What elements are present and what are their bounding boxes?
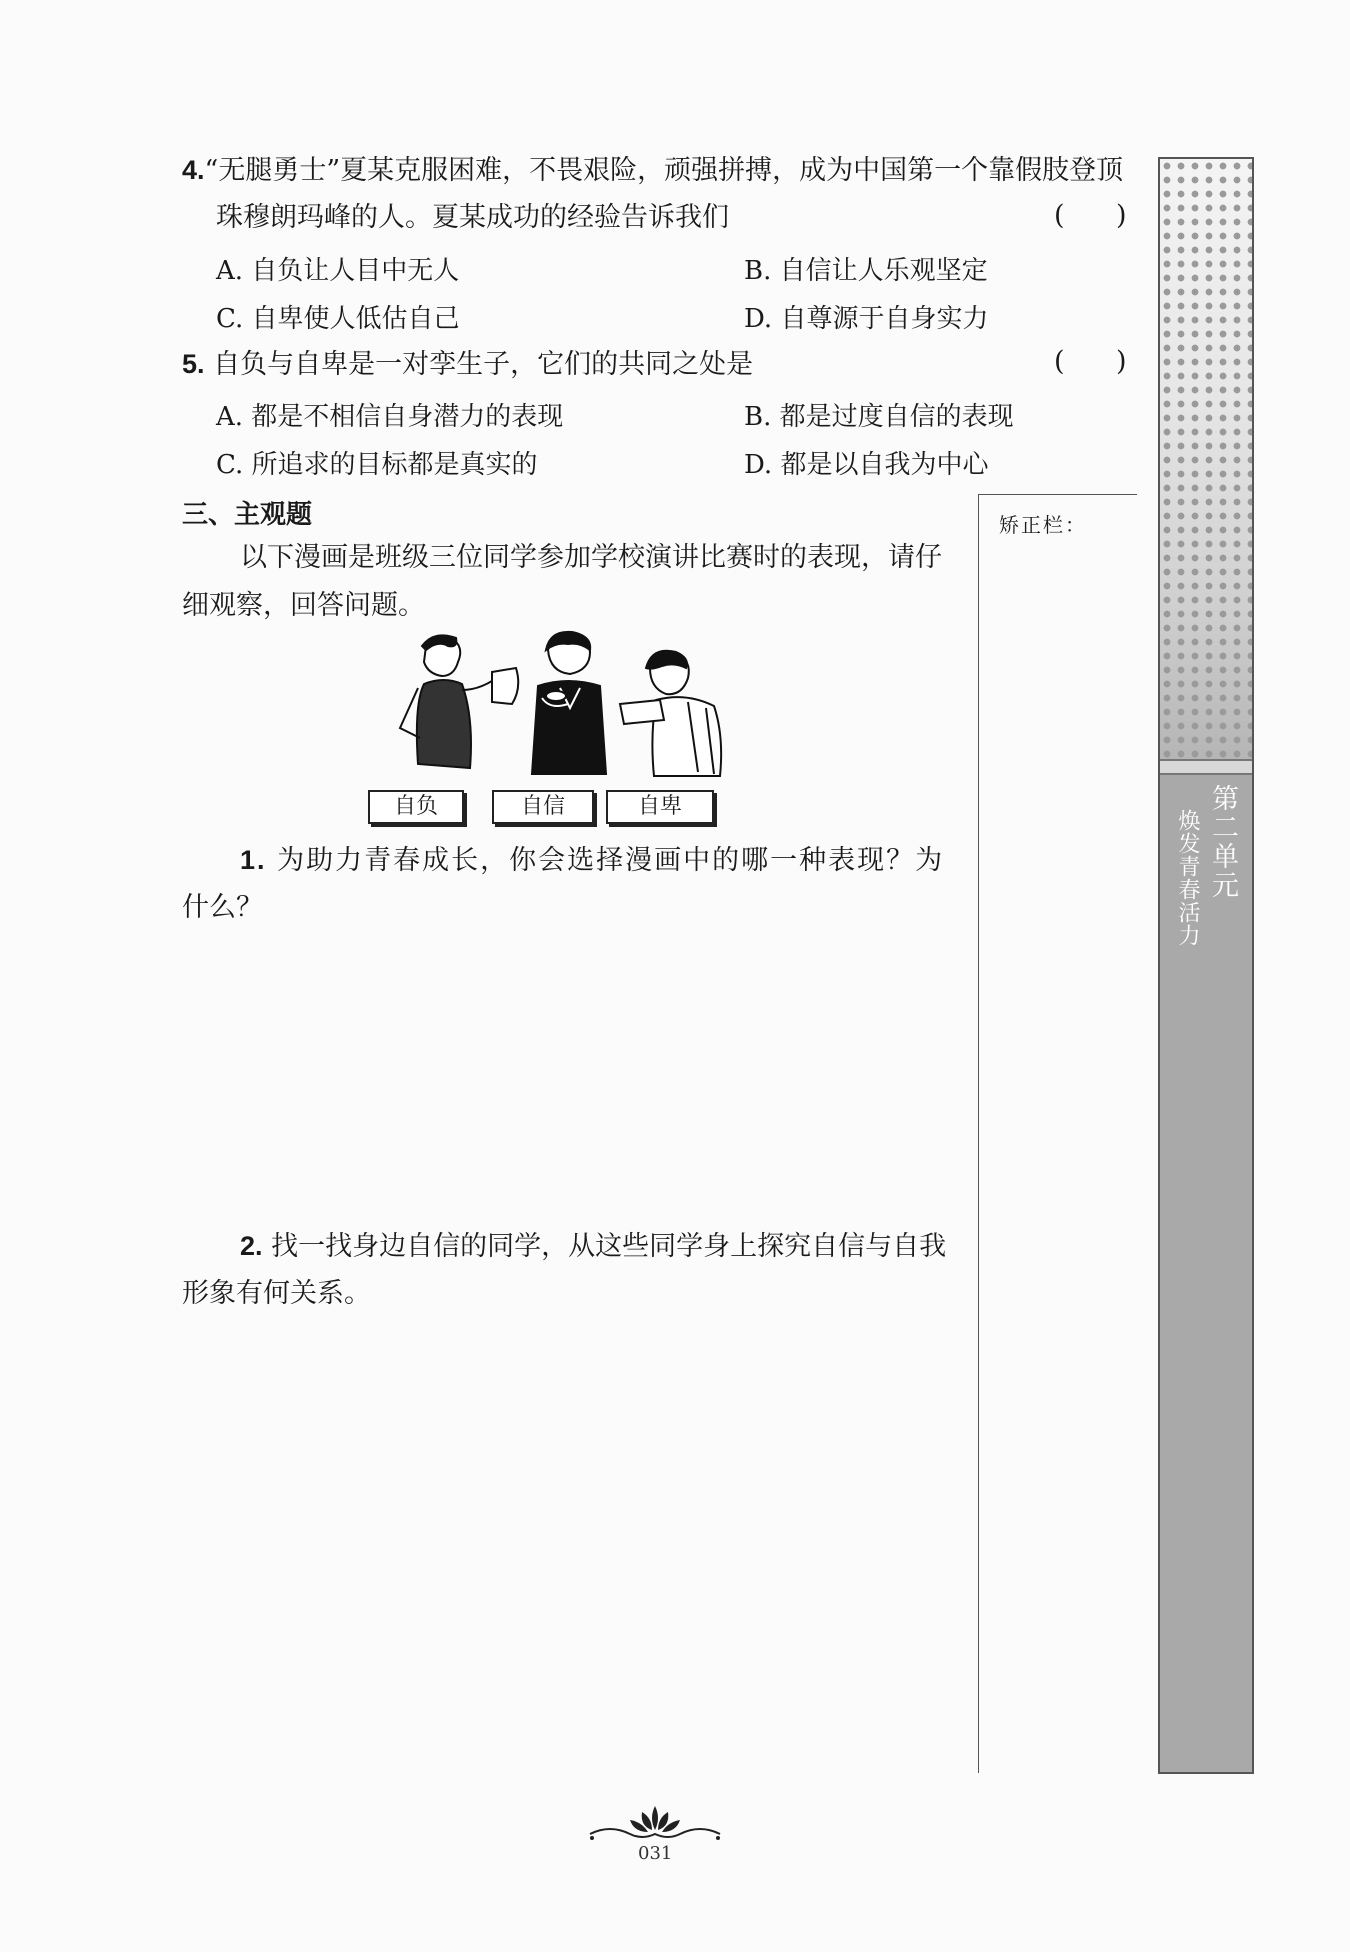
question-4-option-d: D. 自尊源于自身实力	[744, 304, 989, 334]
question-5-option-a: A. 都是不相信自身潜力的表现	[216, 402, 564, 432]
subquestion-1-number: 1.	[240, 845, 267, 875]
question-4-option-a: A. 自负让人目中无人	[216, 256, 460, 286]
question-5-option-b: B. 都是过度自信的表现	[744, 402, 1014, 432]
confident-student-figure	[532, 632, 606, 774]
question-4	[182, 152, 1123, 189]
subquestion-2-line2: 形象有何关系。	[182, 1278, 371, 1309]
subquestion-2-line1: 找一找身边自信的同学，从这些同学身上探究自信与自我	[271, 1231, 947, 1262]
side-tab-divider	[1160, 759, 1252, 775]
subquestion-2-number: 2.	[240, 1231, 263, 1261]
question-4-option-b: B. 自信让人乐观坚定	[744, 256, 988, 286]
unit-subtitle: 焕发青春活力	[1175, 809, 1200, 947]
question-4-stem-line2: 珠穆朗玛峰的人。夏某成功的经验告诉我们	[216, 202, 729, 233]
section-title: 三、主观题	[182, 500, 313, 530]
question-5	[182, 346, 753, 383]
question-5-stem: 自负与自卑是一对孪生子，它们的共同之处是	[213, 349, 754, 380]
cartoon-illustration	[388, 628, 758, 826]
timid-student-figure	[620, 651, 721, 776]
question-4-number: 4.	[182, 155, 205, 185]
subquestion-2	[240, 1228, 946, 1265]
question-5-option-d: D. 都是以自我为中心	[744, 450, 989, 480]
subquestion-1-line2: 什么？	[182, 892, 263, 923]
page-number: 031	[638, 1843, 673, 1864]
subquestion-2-answer-area[interactable]	[182, 1326, 952, 1766]
cartoon-figures	[388, 628, 758, 788]
correction-label: 矫正栏：	[999, 513, 1087, 537]
label-arrogant: 自负	[368, 790, 464, 824]
label-confident: 自信	[492, 790, 594, 824]
subquestion-1-answer-area[interactable]	[182, 940, 952, 1200]
question-4-stem-line1: “无腿勇士”夏某克服困难，不畏艰险，顽强拼搏，成为中国第一个靠假肢登顶	[204, 155, 1124, 186]
section-intro-line1: 以下漫画是班级三位同学参加学校演讲比赛时的表现，请仔	[240, 542, 942, 573]
question-5-answer-blank[interactable]: ( )	[1054, 346, 1127, 377]
section-intro-line2: 细观察，回答问题。	[182, 590, 425, 621]
side-tab-pattern	[1160, 159, 1252, 759]
subquestion-1-line1: 为助力青春成长，你会选择漫画中的哪一种表现？为	[277, 845, 945, 876]
arrogant-student-figure	[400, 635, 518, 768]
question-5-number: 5.	[182, 349, 205, 379]
subquestion-1	[240, 842, 944, 879]
question-4-option-c: C. 自卑使人低估自己	[216, 304, 460, 334]
question-4-answer-blank[interactable]: ( )	[1054, 200, 1127, 231]
question-5-option-c: C. 所追求的目标都是真实的	[216, 450, 538, 480]
unit-title: 第二单元	[1207, 784, 1238, 900]
correction-column[interactable]	[978, 494, 1137, 1773]
unit-side-tab	[1158, 157, 1254, 1774]
label-inferior: 自卑	[606, 790, 714, 824]
